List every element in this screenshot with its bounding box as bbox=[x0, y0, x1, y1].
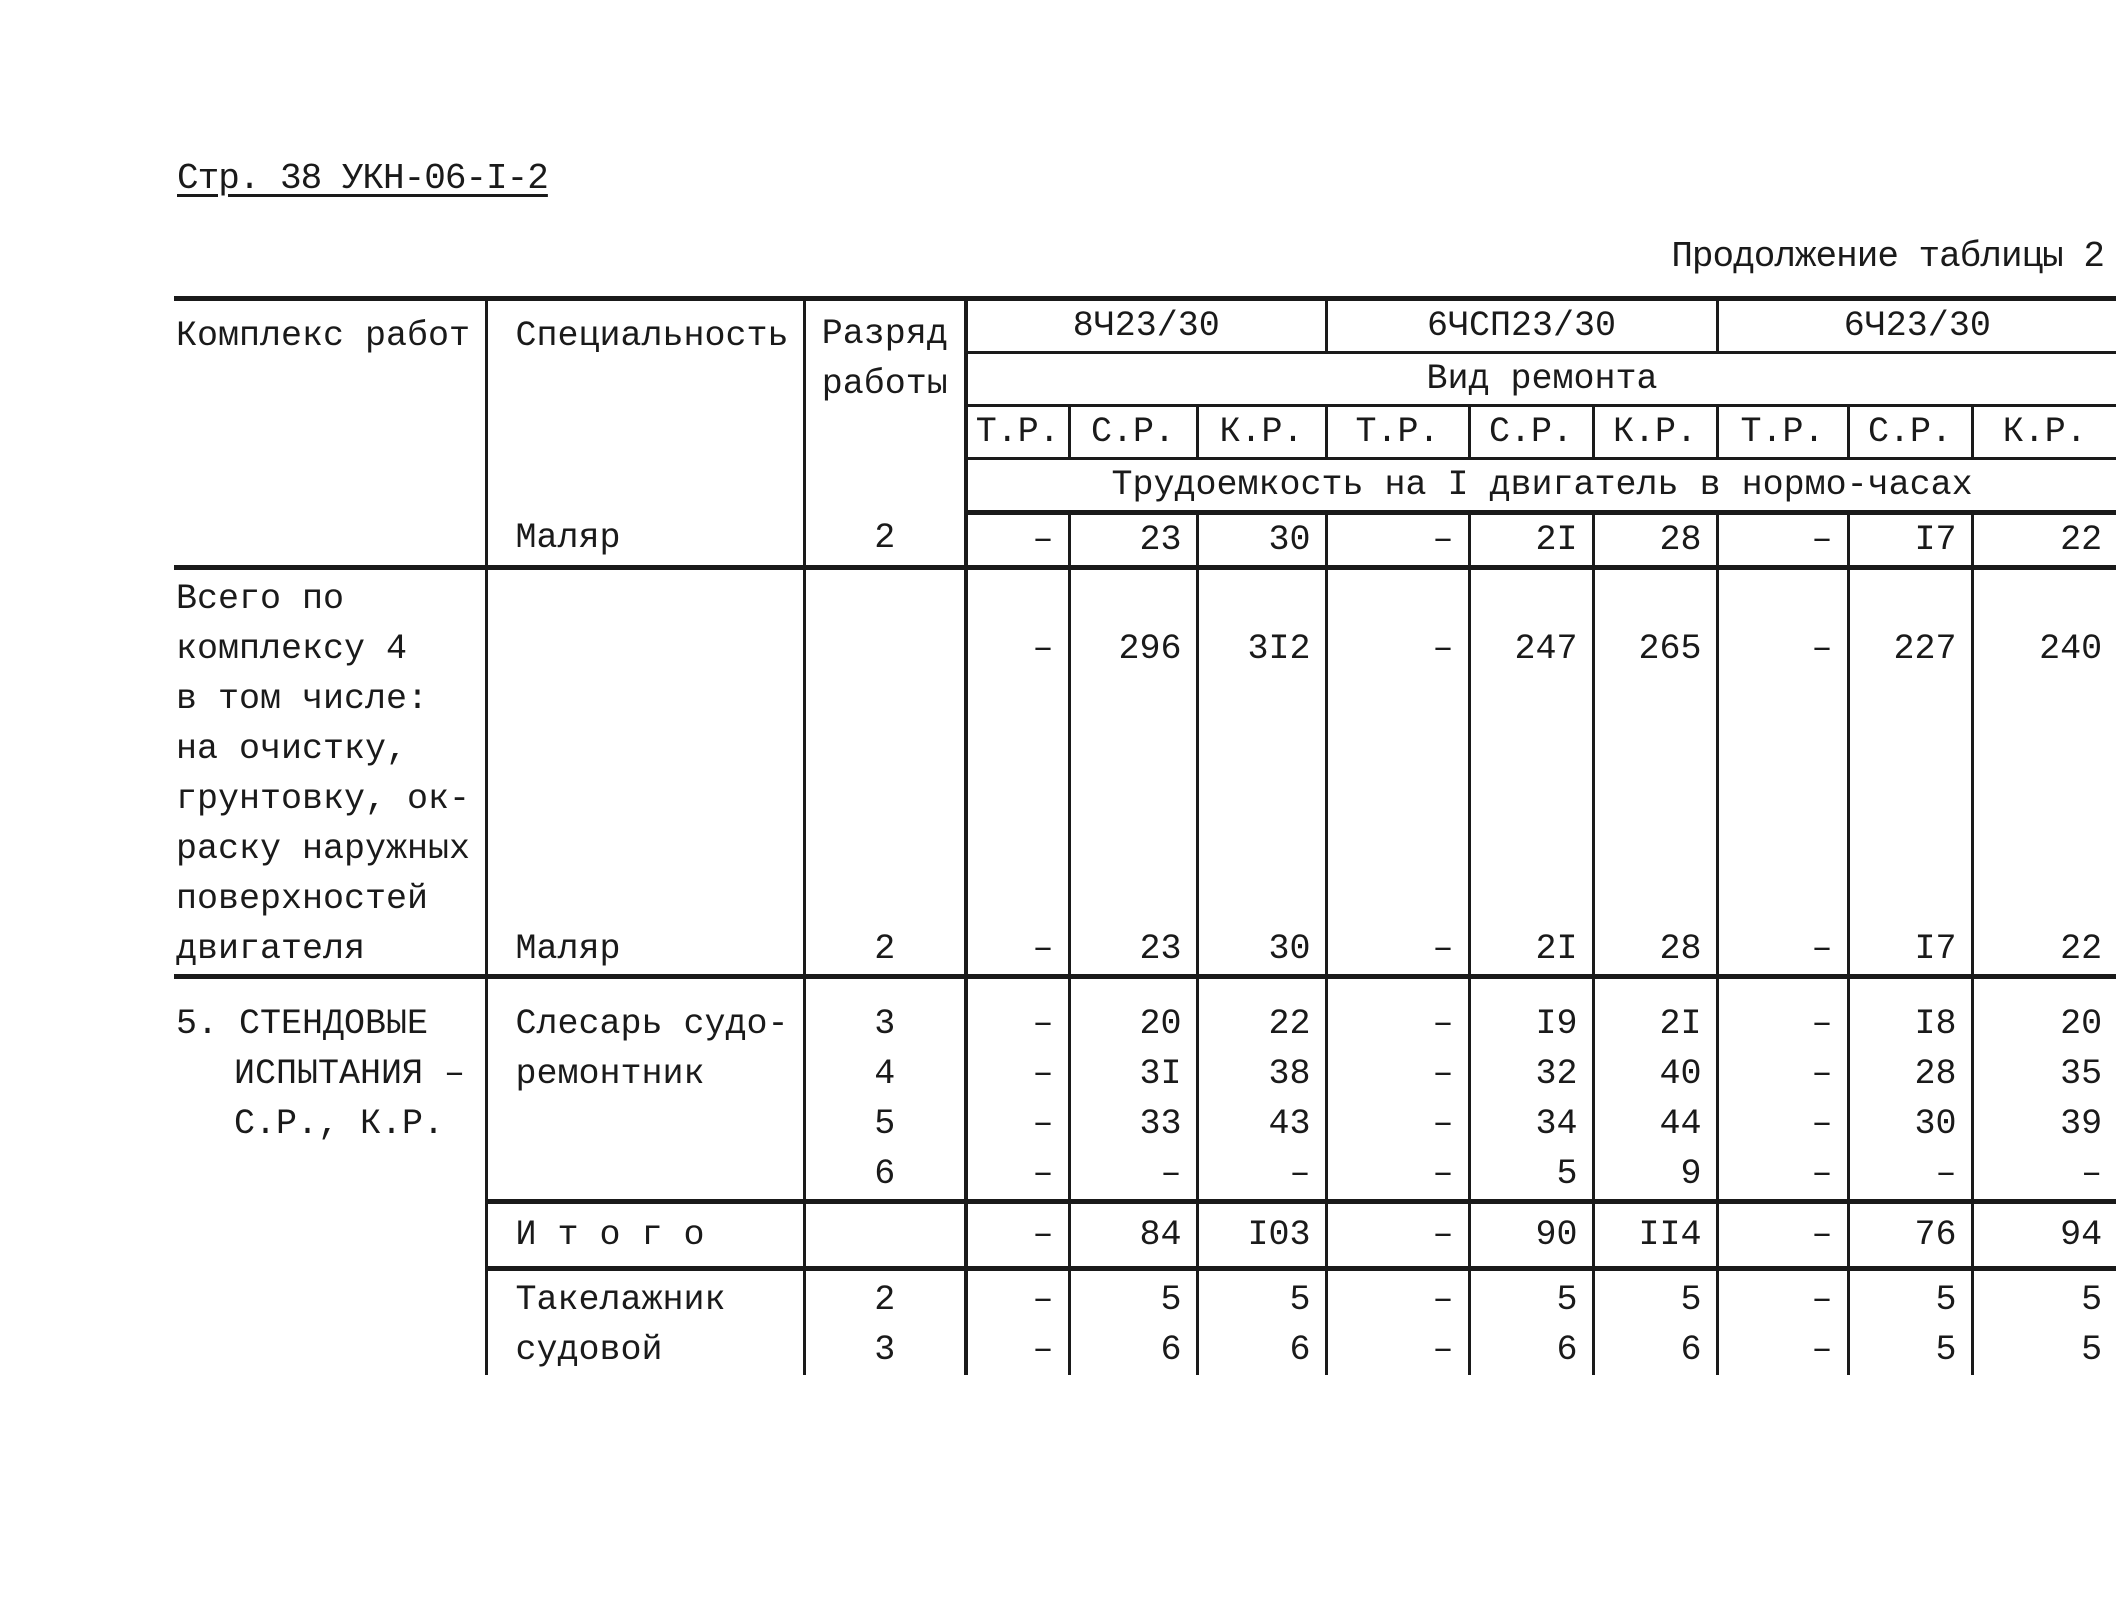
repair-kind: К.Р. bbox=[1593, 406, 1717, 459]
value-cell: – – bbox=[1326, 1269, 1469, 1376]
specialty-cell: Такелажник судовой bbox=[486, 1269, 804, 1376]
value-cell: 5 6 bbox=[1197, 1269, 1326, 1376]
value-cell: 5 6 bbox=[1469, 1269, 1593, 1376]
value-cell: I8 28 30 – bbox=[1848, 977, 1972, 1202]
value-cell: 5 5 bbox=[1972, 1269, 2116, 1376]
repair-kind: К.Р. bbox=[1197, 406, 1326, 459]
value-cell: 5 6 bbox=[1593, 1269, 1717, 1376]
value-cell: – – bbox=[966, 1269, 1069, 1376]
value-cell: 22 38 43 – bbox=[1197, 977, 1326, 1202]
value-cell: 22 bbox=[1972, 513, 2116, 568]
value-cell: 240 22 bbox=[1972, 568, 2116, 977]
engine-header-1: 8Ч23/30 bbox=[966, 299, 1326, 353]
table-row-total4 bbox=[174, 568, 2116, 977]
repair-kind: С.Р. bbox=[1069, 406, 1197, 459]
table-row-total bbox=[174, 1202, 2116, 1269]
value-cell: 20 35 39 – bbox=[1972, 977, 2116, 1202]
value-cell: 84 bbox=[1069, 1202, 1197, 1269]
complex-cell: Всего по комплексу 4 в том числе: на очистку, грунтовку, ок- раску наружных поверхностей двигателя bbox=[174, 568, 486, 977]
table-row-rigger bbox=[174, 1269, 2116, 1376]
repair-kind: С.Р. bbox=[1848, 406, 1972, 459]
repair-type-header: Вид ремонта bbox=[966, 353, 2116, 406]
page-header: Стр. 38 УКН-06-I-2 bbox=[177, 158, 548, 199]
value-cell: 2I 40 44 9 bbox=[1593, 977, 1717, 1202]
value-cell: 30 bbox=[1197, 513, 1326, 568]
value-cell: 265 28 bbox=[1593, 568, 1717, 977]
value-cell: 3I2 30 bbox=[1197, 568, 1326, 977]
value-cell: – – bbox=[1717, 568, 1848, 977]
value-cell: – – bbox=[1717, 1269, 1848, 1376]
table-row-sec5 bbox=[174, 977, 2116, 1202]
repair-kind: С.Р. bbox=[1469, 406, 1593, 459]
value-cell: 296 23 bbox=[1069, 568, 1197, 977]
rank-cell: 2 bbox=[804, 513, 966, 568]
value-cell: – bbox=[1326, 1202, 1469, 1269]
value-cell: 2I bbox=[1469, 513, 1593, 568]
value-cell: – – – – bbox=[966, 977, 1069, 1202]
rank-cell: 3 4 5 6 bbox=[804, 977, 966, 1202]
repair-kind: Т.Р. bbox=[1326, 406, 1469, 459]
labor-table bbox=[174, 296, 2116, 1375]
value-cell: – bbox=[1717, 1202, 1848, 1269]
total-label: И т о г о bbox=[486, 1202, 804, 1269]
specialty-cell: Слесарь судо- ремонтник bbox=[486, 977, 804, 1202]
table-row bbox=[174, 513, 2116, 568]
value-cell: – bbox=[1326, 513, 1469, 568]
value-cell: 23 bbox=[1069, 513, 1197, 568]
engine-header-3: 6Ч23/30 bbox=[1717, 299, 2116, 353]
value-cell: 28 bbox=[1593, 513, 1717, 568]
engine-header-2: 6ЧСП23/30 bbox=[1326, 299, 1717, 353]
value-cell: 5 5 bbox=[1848, 1269, 1972, 1376]
repair-kind: К.Р. bbox=[1972, 406, 2116, 459]
value-cell: II4 bbox=[1593, 1202, 1717, 1269]
value-cell: 227 I7 bbox=[1848, 568, 1972, 977]
value-cell: – – bbox=[1326, 568, 1469, 977]
value-cell: – – bbox=[966, 568, 1069, 977]
value-cell: 247 2I bbox=[1469, 568, 1593, 977]
header-row-engines bbox=[174, 299, 2116, 353]
col-specialty: Специальность bbox=[486, 299, 804, 513]
specialty-cell: Маляр bbox=[486, 513, 804, 568]
value-cell: – bbox=[966, 1202, 1069, 1269]
rank-cell: 2 3 bbox=[804, 1269, 966, 1376]
rank-cell: 2 bbox=[804, 568, 966, 977]
value-cell: – bbox=[966, 513, 1069, 568]
value-cell: 20 3I 33 – bbox=[1069, 977, 1197, 1202]
value-cell: 94 bbox=[1972, 1202, 2116, 1269]
repair-kind: Т.Р. bbox=[1717, 406, 1848, 459]
labor-header: Трудоемкость на I двигатель в нормо-часах bbox=[966, 459, 2116, 513]
table-caption: Продолжение таблицы 2 bbox=[1671, 236, 2104, 277]
repair-kind: Т.Р. bbox=[966, 406, 1069, 459]
value-cell: 5 6 bbox=[1069, 1269, 1197, 1376]
value-cell: – – – – bbox=[1717, 977, 1848, 1202]
value-cell: – bbox=[1717, 513, 1848, 568]
value-cell: 76 bbox=[1848, 1202, 1972, 1269]
col-complex: Комплекс работ bbox=[174, 299, 486, 513]
value-cell: – – – – bbox=[1326, 977, 1469, 1202]
value-cell: 90 bbox=[1469, 1202, 1593, 1269]
complex-cell: 5. СТЕНДОВЫЕ ИСПЫТАНИЯ – С.Р., К.Р. bbox=[174, 977, 486, 1202]
col-rank: Разряд работы bbox=[804, 299, 966, 513]
specialty-cell: Маляр bbox=[486, 568, 804, 977]
value-cell: I03 bbox=[1197, 1202, 1326, 1269]
value-cell: I9 32 34 5 bbox=[1469, 977, 1593, 1202]
value-cell: I7 bbox=[1848, 513, 1972, 568]
